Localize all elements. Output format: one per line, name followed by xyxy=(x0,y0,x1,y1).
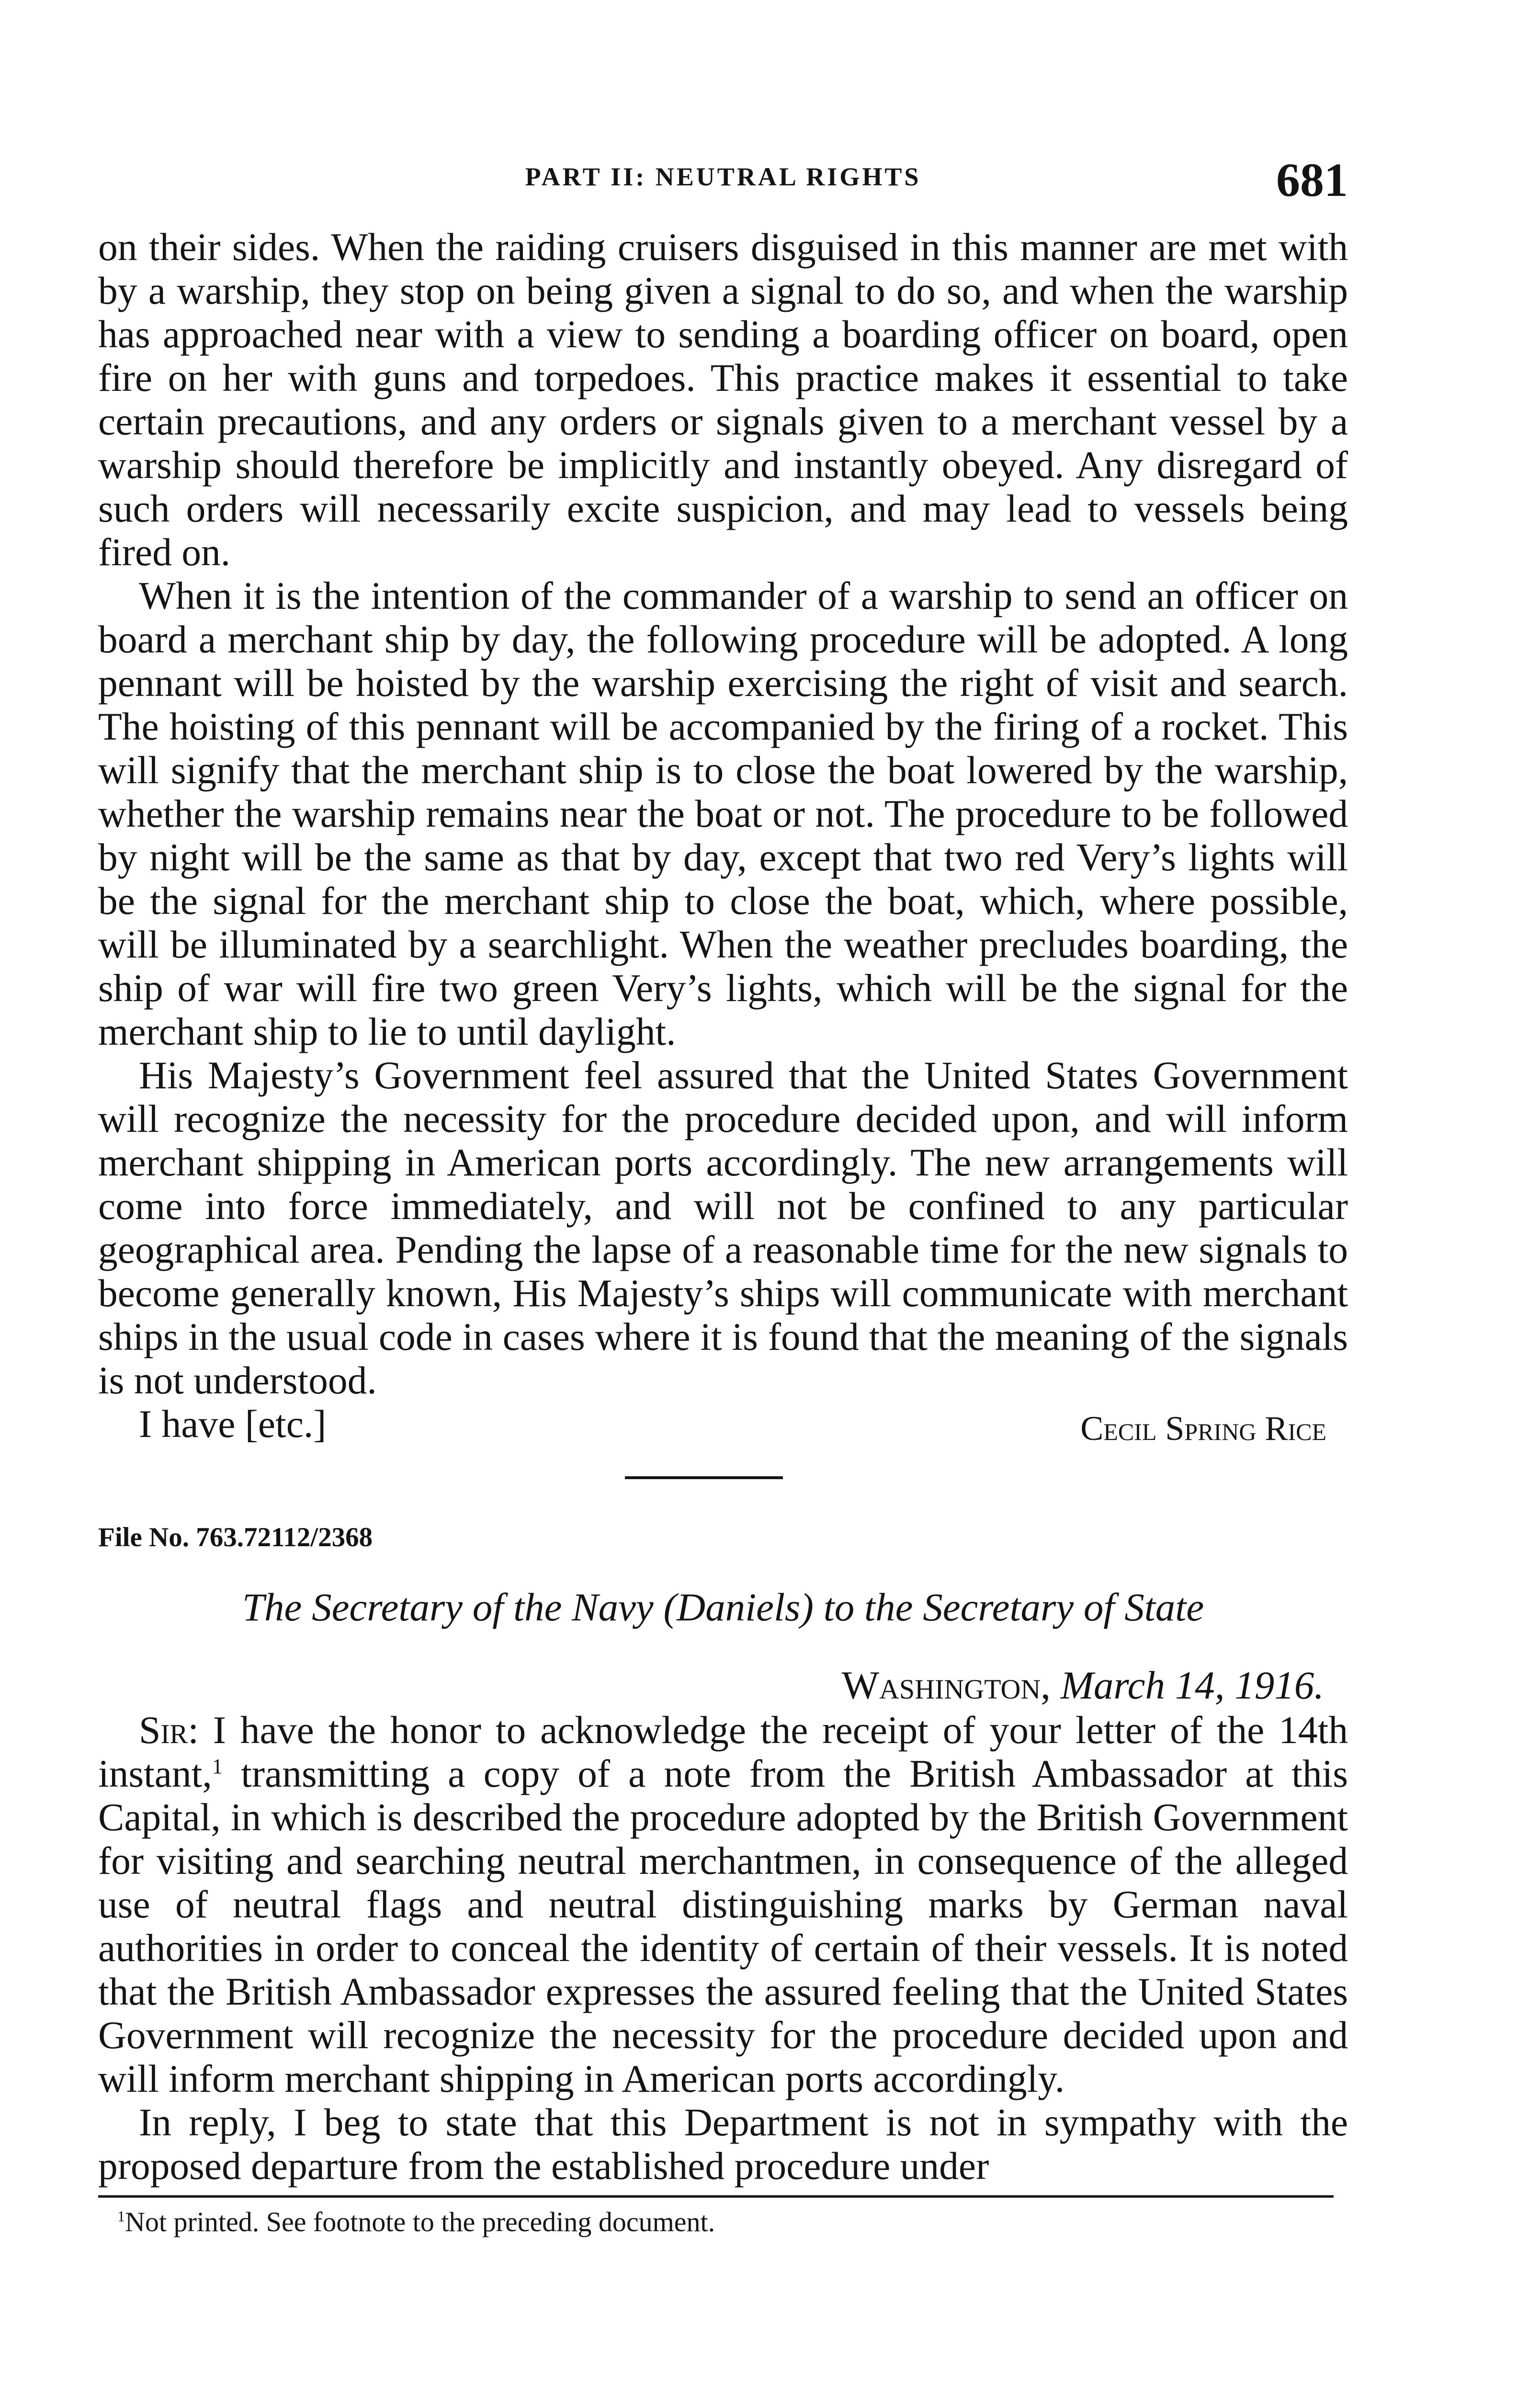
reply-paragraph-2: In reply, I beg to state that this Department is not in sympathy with the proposed departure from the established procedure under xyxy=(98,2100,1348,2188)
footnote-text: Not printed. See footnote to the preceding document. xyxy=(125,2206,715,2237)
reply-paragraph-1-text: I have the honor to acknowledge the receipt of your letter of the 14th instant, xyxy=(98,1708,1348,1795)
dateline-date: March 14, 1916. xyxy=(1060,1663,1324,1707)
footnote xyxy=(98,2205,1348,2239)
section-divider xyxy=(625,1476,783,1479)
footnote-mark: 1 xyxy=(117,2208,125,2225)
salutation: Sir: xyxy=(139,1708,199,1752)
footnote-divider xyxy=(98,2195,1334,2198)
letter-paragraph-1: on their sides. When the raiding cruisers disguised in this manner are met with by a warship, they stop on being given a signal to do so, and when the warship has approached near with a view to sending a boarding officer on board, open fire on her with guns and torpedoes. This practice makes it essential to take certain precautions, and any orders or signals given to a merchant vessel by a warship should therefore be implicitly and instantly obeyed. Any disregard of such orders will necessarily excite suspicion, and may lead to vessels being fired on. xyxy=(98,225,1348,574)
page-number: 681 xyxy=(1276,153,1348,206)
reply-paragraph-1 xyxy=(98,1708,1348,2100)
main-text-column xyxy=(98,225,1348,2239)
running-head: PART II: NEUTRAL RIGHTS xyxy=(525,162,921,191)
letter-closing xyxy=(98,1402,1348,1448)
reply-paragraph-1-continued: transmitting a copy of a note from the British Ambassador at this Capital, in which is described the procedure adopted by the British Government for visiting and searching neutral merchantmen, in consequence of the alleged use of neutral flags and neutral distinguishing marks by German naval authorities in order to conceal the identity of certain of their vessels. It is noted that the British Ambassador expresses the assured feeling that the United States Government will recognize the necessity for the procedure decided upon and will inform merchant shipping in American ports accordingly. xyxy=(98,1752,1348,2100)
document-title: The Secretary of the Navy (Daniels) to the Secretary of State xyxy=(242,1585,1204,1629)
signature: Cecil Spring Rice xyxy=(1080,1409,1326,1448)
page-header xyxy=(98,152,1348,205)
closing-phrase: I have [etc.] xyxy=(139,1402,327,1446)
dateline-place: Washington, xyxy=(841,1663,1051,1707)
footnote-reference: 1 xyxy=(212,1754,223,1778)
letter-paragraph-2: When it is the intention of the commander of a warship to send an officer on board a merchant ship by day, the following procedure will be adopted. A long pennant will be hoisted by the warship exercising the right of visit and search. The hoisting of this pennant will be accompanied by the firing of a rocket. This will signify that the merchant ship is to close the boat lowered by the warship, whether the warship remains near the boat or not. The procedure to be followed by night will be the same as that by day, except that two red Very’s lights will be the signal for the merchant ship to close the boat, which, where possible, will be illuminated by a searchlight. When the weather precludes boarding, the ship of war will fire two green Very’s lights, which will be the signal for the merchant ship to lie to until daylight. xyxy=(98,574,1348,1053)
file-number: File No. 763.72112/2368 xyxy=(98,1522,373,1552)
dateline xyxy=(98,1662,1348,1708)
letter-paragraph-3: His Majesty’s Government feel assured that the United States Government will recognize the necessity for the procedure decided upon, and will inform merchant shipping in American ports accordingly. The new arrangements will come into force immediately, and will not be confined to any particular geographical area. Pending the lapse of a reasonable time for the new signals to become generally known, His Majesty’s ships will communicate with merchant ships in the usual code in cases where it is found that the meaning of the signals is not understood. xyxy=(98,1053,1348,1402)
